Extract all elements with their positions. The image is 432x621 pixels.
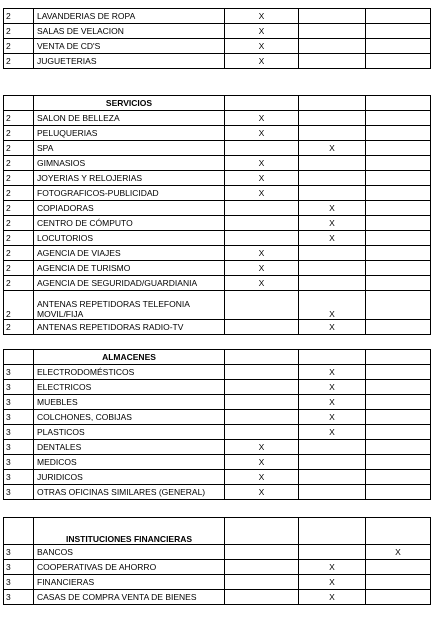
mark-cell-2: X [299, 575, 366, 590]
category-number: 2 [4, 246, 34, 261]
mark-cell-3 [366, 216, 431, 231]
mark-cell-1 [225, 231, 299, 246]
mark-cell-1 [225, 575, 299, 590]
header-blank-cell [225, 518, 299, 545]
mark-cell-2: X [299, 231, 366, 246]
header-blank-cell [299, 518, 366, 545]
mark-cell-3 [366, 39, 431, 54]
mark-cell-1 [225, 201, 299, 216]
mark-cell-1: X [225, 171, 299, 186]
activity-name: COPIADORAS [34, 201, 225, 216]
mark-cell-2 [299, 126, 366, 141]
activity-name: COOPERATIVAS DE AHORRO [34, 560, 225, 575]
activity-name: CENTRO DE CÓMPUTO [34, 216, 225, 231]
section-table-instituciones-financieras [3, 517, 431, 605]
mark-cell-2: X [299, 395, 366, 410]
mark-cell-2: X [299, 320, 366, 335]
mark-cell-1: X [225, 126, 299, 141]
category-number: 2 [4, 320, 34, 335]
category-number: 3 [4, 410, 34, 425]
mark-cell-3 [366, 126, 431, 141]
mark-cell-1 [225, 590, 299, 605]
table-row [4, 320, 431, 335]
mark-cell-1: X [225, 54, 299, 69]
mark-cell-3 [366, 246, 431, 261]
section-table-continued [3, 8, 431, 69]
section-title: SERVICIOS [34, 96, 225, 111]
table-row [4, 156, 431, 171]
table-row [4, 395, 431, 410]
mark-cell-2: X [299, 216, 366, 231]
table-row [4, 216, 431, 231]
activity-name: PLASTICOS [34, 425, 225, 440]
category-number: 3 [4, 365, 34, 380]
mark-cell-1 [225, 365, 299, 380]
mark-cell-2: X [299, 425, 366, 440]
activity-name: VENTA DE CD'S [34, 39, 225, 54]
mark-cell-1: X [225, 39, 299, 54]
mark-cell-3 [366, 590, 431, 605]
mark-cell-2 [299, 440, 366, 455]
mark-cell-1 [225, 216, 299, 231]
mark-cell-1 [225, 545, 299, 560]
mark-cell-3 [366, 425, 431, 440]
table-row [4, 560, 431, 575]
table-row [4, 39, 431, 54]
activity-name: SALON DE BELLEZA [34, 111, 225, 126]
mark-cell-2: X [299, 380, 366, 395]
mark-cell-3 [366, 261, 431, 276]
category-number: 2 [4, 291, 34, 320]
mark-cell-1: X [225, 485, 299, 500]
header-blank-cell [4, 350, 34, 365]
activity-name: MEDICOS [34, 455, 225, 470]
activity-name: JURIDICOS [34, 470, 225, 485]
category-number: 2 [4, 201, 34, 216]
header-blank-cell [299, 96, 366, 111]
mark-cell-3 [366, 410, 431, 425]
activity-name: JUGUETERIAS [34, 54, 225, 69]
section-header-row [4, 350, 431, 365]
table-row [4, 590, 431, 605]
activity-name: AGENCIA DE SEGURIDAD/GUARDIANIA [34, 276, 225, 291]
category-number: 2 [4, 126, 34, 141]
category-number: 3 [4, 455, 34, 470]
mark-cell-2: X [299, 201, 366, 216]
table-row [4, 440, 431, 455]
table-row [4, 380, 431, 395]
mark-cell-2 [299, 455, 366, 470]
table-row [4, 276, 431, 291]
category-number: 3 [4, 590, 34, 605]
category-number: 3 [4, 395, 34, 410]
category-number: 2 [4, 39, 34, 54]
table-row [4, 246, 431, 261]
table-row [4, 111, 431, 126]
mark-cell-2: X [299, 560, 366, 575]
table-row [4, 425, 431, 440]
category-number: 2 [4, 276, 34, 291]
category-number: 3 [4, 560, 34, 575]
mark-cell-1 [225, 425, 299, 440]
mark-cell-3 [366, 171, 431, 186]
activity-name: SPA [34, 141, 225, 156]
mark-cell-2 [299, 54, 366, 69]
mark-cell-3 [366, 111, 431, 126]
table-row [4, 171, 431, 186]
category-number: 2 [4, 54, 34, 69]
mark-cell-3 [366, 186, 431, 201]
header-blank-cell [4, 96, 34, 111]
category-number: 3 [4, 575, 34, 590]
activity-name: OTRAS OFICINAS SIMILARES (GENERAL) [34, 485, 225, 500]
mark-cell-1: X [225, 261, 299, 276]
table-row [4, 141, 431, 156]
section-title: INSTITUCIONES FINANCIERAS [34, 518, 225, 545]
activity-name: GIMNASIOS [34, 156, 225, 171]
table-row [4, 470, 431, 485]
mark-cell-2 [299, 9, 366, 24]
category-number: 3 [4, 425, 34, 440]
category-number: 2 [4, 24, 34, 39]
table-row [4, 231, 431, 246]
mark-cell-1: X [225, 276, 299, 291]
mark-cell-3 [366, 440, 431, 455]
mark-cell-3 [366, 455, 431, 470]
mark-cell-2 [299, 156, 366, 171]
table-row [4, 410, 431, 425]
mark-cell-2: X [299, 141, 366, 156]
activity-name: AGENCIA DE VIAJES [34, 246, 225, 261]
table-row [4, 485, 431, 500]
header-blank-cell [225, 96, 299, 111]
table-row [4, 545, 431, 560]
mark-cell-1: X [225, 470, 299, 485]
mark-cell-1: X [225, 246, 299, 261]
mark-cell-3 [366, 395, 431, 410]
mark-cell-3 [366, 320, 431, 335]
category-number: 2 [4, 171, 34, 186]
header-blank-cell [366, 518, 431, 545]
mark-cell-3 [366, 276, 431, 291]
mark-cell-1 [225, 410, 299, 425]
mark-cell-2 [299, 246, 366, 261]
mark-cell-3 [366, 231, 431, 246]
header-blank-cell [366, 96, 431, 111]
mark-cell-3 [366, 291, 431, 320]
mark-cell-1: X [225, 9, 299, 24]
mark-cell-2 [299, 24, 366, 39]
activity-name: DENTALES [34, 440, 225, 455]
category-number: 3 [4, 440, 34, 455]
mark-cell-1: X [225, 440, 299, 455]
mark-cell-1 [225, 380, 299, 395]
header-blank-cell [299, 350, 366, 365]
activity-name: LAVANDERIAS DE ROPA [34, 9, 225, 24]
table-row [4, 126, 431, 141]
table-row [4, 365, 431, 380]
activity-name: LOCUTORIOS [34, 231, 225, 246]
section-title: ALMACENES [34, 350, 225, 365]
table-row [4, 575, 431, 590]
mark-cell-2: X [299, 291, 366, 320]
mark-cell-3 [366, 54, 431, 69]
category-number: 3 [4, 545, 34, 560]
section-header-row [4, 518, 431, 545]
mark-cell-1 [225, 141, 299, 156]
mark-cell-2: X [299, 410, 366, 425]
activity-name: COLCHONES, COBIJAS [34, 410, 225, 425]
mark-cell-1 [225, 395, 299, 410]
activity-name: AGENCIA DE TURISMO [34, 261, 225, 276]
mark-cell-3 [366, 485, 431, 500]
mark-cell-1 [225, 320, 299, 335]
category-number: 2 [4, 111, 34, 126]
mark-cell-2 [299, 261, 366, 276]
mark-cell-1 [225, 560, 299, 575]
header-blank-cell [366, 350, 431, 365]
table-row [4, 291, 431, 320]
mark-cell-2 [299, 171, 366, 186]
mark-cell-2: X [299, 365, 366, 380]
category-number: 3 [4, 470, 34, 485]
mark-cell-2 [299, 186, 366, 201]
activity-name: MUEBLES [34, 395, 225, 410]
section-header-row [4, 96, 431, 111]
mark-cell-3: X [366, 545, 431, 560]
mark-cell-3 [366, 560, 431, 575]
category-number: 2 [4, 186, 34, 201]
table-row [4, 261, 431, 276]
mark-cell-2 [299, 470, 366, 485]
table-row [4, 9, 431, 24]
table-row [4, 186, 431, 201]
section-table-servicios [3, 95, 431, 335]
mark-cell-2 [299, 545, 366, 560]
mark-cell-3 [366, 156, 431, 171]
activity-name: ANTENAS REPETIDORAS TELEFONIA MOVIL/FIJA [34, 291, 225, 320]
header-blank-cell [225, 350, 299, 365]
mark-cell-1: X [225, 24, 299, 39]
mark-cell-3 [366, 470, 431, 485]
mark-cell-1: X [225, 455, 299, 470]
activity-name: JOYERIAS Y RELOJERIAS [34, 171, 225, 186]
section-table-almacenes [3, 349, 431, 500]
category-number: 2 [4, 141, 34, 156]
mark-cell-1 [225, 291, 299, 320]
activity-name: SALAS DE VELACION [34, 24, 225, 39]
category-number: 2 [4, 231, 34, 246]
activity-name: FOTOGRAFICOS-PUBLICIDAD [34, 186, 225, 201]
mark-cell-1: X [225, 111, 299, 126]
table-row [4, 455, 431, 470]
category-number: 2 [4, 156, 34, 171]
category-number: 2 [4, 216, 34, 231]
activity-name: BANCOS [34, 545, 225, 560]
mark-cell-3 [366, 141, 431, 156]
mark-cell-2 [299, 111, 366, 126]
activity-name: ELECTRICOS [34, 380, 225, 395]
activity-name: FINANCIERAS [34, 575, 225, 590]
activity-name: ELECTRODOMÉSTICOS [34, 365, 225, 380]
activity-name: ANTENAS REPETIDORAS RADIO-TV [34, 320, 225, 335]
mark-cell-3 [366, 24, 431, 39]
category-number: 2 [4, 9, 34, 24]
mark-cell-2 [299, 39, 366, 54]
category-number: 2 [4, 261, 34, 276]
mark-cell-2: X [299, 590, 366, 605]
activity-name: PELUQUERIAS [34, 126, 225, 141]
category-number: 3 [4, 380, 34, 395]
table-row [4, 201, 431, 216]
category-number: 3 [4, 485, 34, 500]
mark-cell-2 [299, 276, 366, 291]
table-row [4, 54, 431, 69]
activity-name: CASAS DE COMPRA VENTA DE BIENES [34, 590, 225, 605]
header-blank-cell [4, 518, 34, 545]
mark-cell-2 [299, 485, 366, 500]
mark-cell-3 [366, 201, 431, 216]
mark-cell-3 [366, 365, 431, 380]
mark-cell-1: X [225, 186, 299, 201]
mark-cell-3 [366, 575, 431, 590]
mark-cell-3 [366, 9, 431, 24]
table-row [4, 24, 431, 39]
mark-cell-1: X [225, 156, 299, 171]
mark-cell-3 [366, 380, 431, 395]
